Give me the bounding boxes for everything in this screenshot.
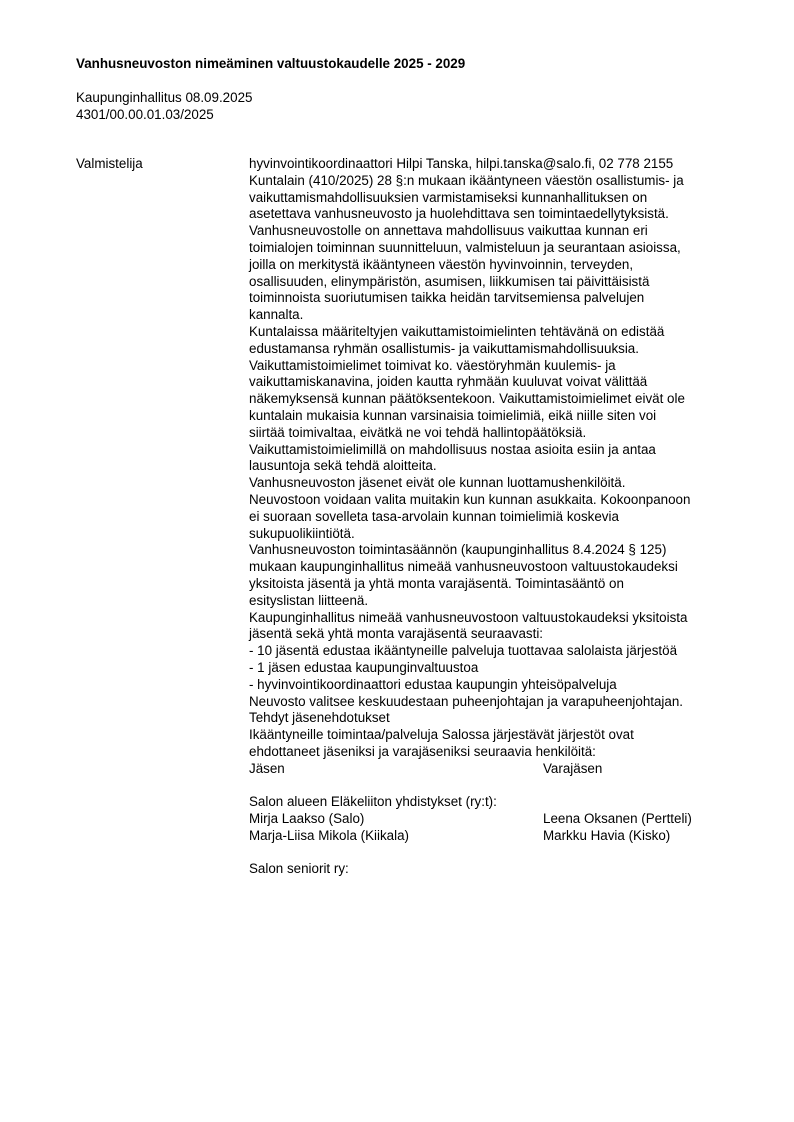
record-number: 4301/00.00.01.03/2025: [76, 106, 214, 122]
body-paragraph: [249, 324, 739, 442]
meeting-meta: [76, 90, 252, 124]
text-line: yksitoista jäsentä ja yhtä monta varajäsentä. Toimintasääntö on: [249, 575, 624, 591]
text-line: vaikuttamiskanavina, joiden kautta ryhmään kuuluvat voivat välittää: [249, 374, 648, 390]
body-paragraph: [249, 727, 739, 761]
text-line: Vaikuttamistoimielimet toimivat ko. väestöryhmän kuulemis- ja: [249, 357, 616, 373]
text-line: Vaikuttamistoimielimillä on mahdollisuus nostaa asioita esiin ja antaa: [249, 441, 656, 457]
text-line: Vanhusneuvostolle on annettava mahdollisuus vaikuttaa kunnan eri: [249, 223, 648, 239]
body-paragraph: [249, 610, 739, 694]
body-paragraph: [249, 442, 739, 476]
text-line: Vanhusneuvoston jäsenet eivät ole kunnan luottamushenkilöitä.: [249, 475, 626, 491]
text-line: kuntalain mukaisia kunnan varsinaisia toimielimiä, eikä niille siten voi: [249, 407, 657, 423]
text-line: jäsentä sekä yhtä monta varajäsentä seuraavasti:: [249, 626, 544, 642]
text-line: lausuntoja sekä tehdä aloitteita.: [249, 458, 437, 474]
text-line: osallisuuden, elinympäristön, asumisen, liikkumisen tai päivittäisistä: [249, 273, 650, 289]
deputy-name: Leena Oksanen (Pertteli): [543, 811, 692, 827]
text-line: vaikuttamismahdollisuuksien varmistamiseksi kunnanhallituksen on: [249, 189, 648, 205]
text-line: - hyvinvointikoordinaattori edustaa kaupungin yhteisöpalveluja: [249, 676, 617, 692]
text-line: - 10 jäsentä edustaa ikääntyneille palveluja tuottavaa salolaista järjestöä: [249, 643, 678, 659]
body-paragraph: [249, 694, 739, 711]
deputy-name: Markku Havia (Kisko): [543, 827, 671, 843]
text-line: ei suoraan sovelleta tasa-arvolain kunnan toimielimiä koskevia: [249, 508, 619, 524]
text-line: toiminnoista suoriutumisen taikka heidän tarvitsemiensa palvelujen: [249, 290, 645, 306]
paragraph-list: [249, 173, 739, 761]
member-name: Mirja Laakso (Salo): [249, 811, 365, 827]
text-line: mukaan kaupunginhallitus nimeää vanhusneuvostoon valtuustokaudeksi: [249, 559, 678, 575]
text-line: kannalta.: [249, 307, 304, 323]
text-line: ehdottaneet jäseniksi ja varajäseniksi seuraavia henkilöitä:: [249, 743, 596, 759]
table-row: [249, 811, 739, 828]
body-paragraph: [249, 475, 739, 542]
text-line: Kuntalaissa määriteltyjen vaikuttamistoimielinten tehtävänä on edistää: [249, 323, 665, 339]
deputy-column-header: Varajäsen: [543, 760, 603, 776]
text-line: toimialojen toiminnan suunnitteluun, valmisteluun ja seurantaan asioissa,: [249, 239, 681, 255]
text-line: Kaupunginhallitus nimeää vanhusneuvostoon valtuustokaudeksi yksitoista: [249, 609, 688, 625]
member-name: Marja-Liisa Mikola (Kiikala): [249, 827, 409, 843]
body-paragraph: [249, 223, 739, 324]
table-row: [249, 828, 739, 845]
org-name: Salon alueen Eläkeliiton yhdistykset (ry:t):: [249, 794, 497, 810]
text-line: Neuvosto valitsee keskuudestaan puheenjohtajan ja varapuheenjohtajan.: [249, 693, 684, 709]
preparer-value: hyvinvointikoordinaattori Hilpi Tanska, hilpi.tanska@salo.fi, 02 778 2155: [249, 156, 674, 171]
text-line: näkemyksensä kunnan päätöksentekoon. Vaikuttamistoimielimet eivät ole: [249, 391, 685, 407]
text-line: joilla on merkitystä ikääntyneen väestön hyvinvoinnin, terveyden,: [249, 256, 634, 272]
text-line: Kuntalain (410/2025) 28 §:n mukaan ikääntyneen väestön osallistumis- ja: [249, 172, 684, 188]
meeting-body-date: Kaupunginhallitus 08.09.2025: [76, 90, 253, 105]
text-line: Vanhusneuvoston toimintasäännön (kaupunginhallitus 8.4.2024 § 125): [249, 542, 667, 558]
body-paragraph: [249, 542, 739, 609]
document-body: [249, 156, 739, 878]
document-title: Vanhusneuvoston nimeäminen valtuustokaudelle 2025 - 2029: [76, 56, 466, 71]
text-line: Neuvostoon voidaan valita muitakin kun kunnan asukkaita. Kokoonpanoon: [249, 491, 691, 507]
body-paragraph: [249, 173, 739, 223]
text-line: Ikääntyneille toimintaa/palveluja Salossa järjestävät järjestöt ovat: [249, 727, 634, 743]
preparer-label: Valmistelija: [76, 156, 143, 171]
column-headers: [249, 761, 739, 778]
member-column-header: Jäsen: [249, 760, 285, 776]
text-line: edustamansa ryhmän osallistumis- ja vaikuttamismahdollisuuksia.: [249, 340, 639, 356]
org-name: Salon seniorit ry:: [249, 861, 349, 877]
text-line: Tehdyt jäsenehdotukset: [249, 710, 390, 726]
text-line: sukupuolikiintiötä.: [249, 525, 355, 541]
text-line: siirtää toimivaltaa, eivätkä ne voi tehdä hallintopäätöksiä.: [249, 424, 587, 440]
text-line: esityslistan liitteenä.: [249, 592, 369, 608]
text-line: - 1 jäsen edustaa kaupunginvaltuustoa: [249, 659, 479, 675]
text-line: asetettava vanhusneuvosto ja huolehdittava sen toimintaedellytyksistä.: [249, 206, 669, 222]
body-paragraph: [249, 710, 739, 727]
